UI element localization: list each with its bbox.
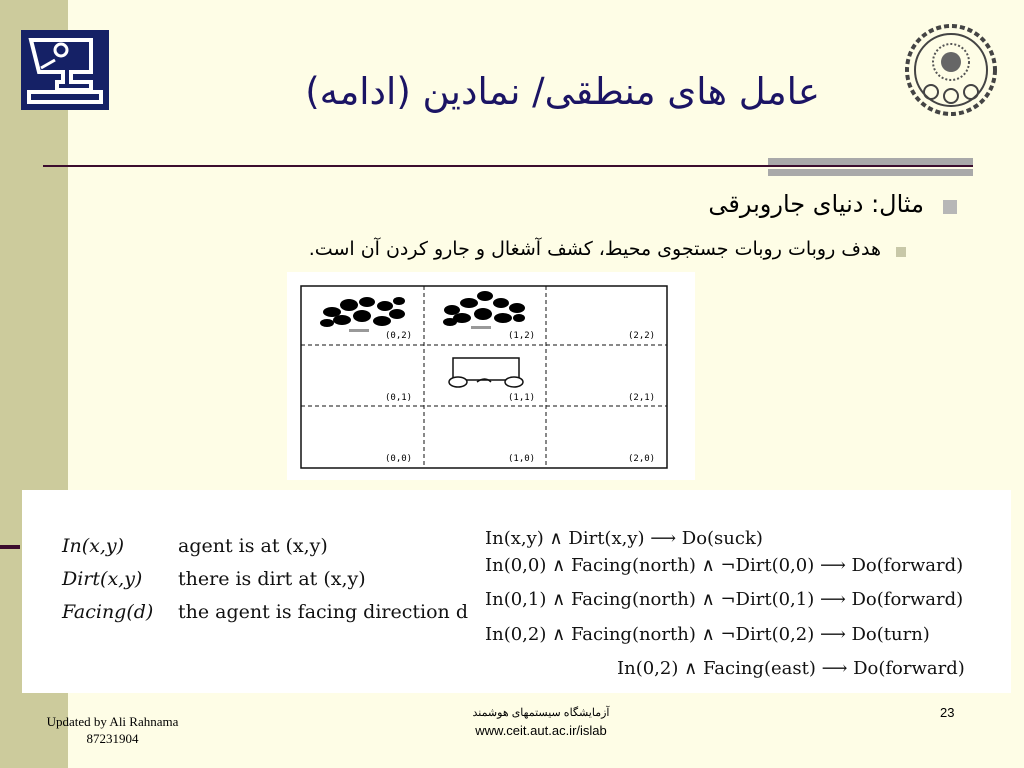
cell-label: (2,0) (628, 454, 656, 464)
cell-label: (1,0) (508, 454, 536, 464)
rule-line: In(0,2) ∧ Facing(north) ∧ ¬Dirt(0,2) ⟶ Do(turn) (485, 624, 930, 645)
page-number: 23 (940, 705, 955, 720)
cell-label: (1,2) (508, 331, 536, 341)
bullet-sub: هدف روبات روبات جستجوی محیط، کشف آشغال و جارو کردن آن است. (308, 238, 881, 260)
definition-term: Dirt(x,y) (62, 568, 143, 590)
footer-author (30, 713, 195, 747)
cell-label: (1,1) (508, 393, 536, 403)
bullet-square-icon (943, 200, 957, 214)
side-tick-divider (0, 545, 20, 549)
definition-term: Facing(d) (62, 601, 154, 623)
rule-line: In(0,2) ∧ Facing(east) ⟶ Do(forward) (617, 658, 965, 679)
vacuum-world-grid-figure (287, 272, 695, 480)
footer-lab-url: www.ceit.aut.ac.ir/islab (475, 723, 607, 738)
bullet-main: مثال: دنیای جاروبرقی (708, 190, 924, 218)
definition-meaning: agent is at (x,y) (178, 535, 328, 557)
footer-lab (441, 705, 641, 739)
cell-label: (0,1) (385, 393, 413, 403)
rule-line: In(x,y) ∧ Dirt(x,y) ⟶ Do(suck) (485, 528, 763, 549)
definition-meaning: there is dirt at (x,y) (178, 568, 366, 590)
footer-lab-name: آزمایشگاه سیستمهای هوشمند (472, 707, 610, 719)
title-rule-accent (768, 158, 973, 165)
university-seal-icon (903, 22, 999, 118)
rule-line: In(0,0) ∧ Facing(north) ∧ ¬Dirt(0,0) ⟶ Do(forward) (485, 555, 964, 576)
cell-label: (2,2) (628, 331, 656, 341)
definition-meaning: the agent is facing direction d (178, 601, 468, 623)
cell-label: (2,1) (628, 393, 656, 403)
definition-term: In(x,y) (62, 535, 125, 557)
title-rule-accent-lower (768, 169, 973, 176)
sub-bullet-square-icon (896, 247, 906, 257)
footer-author-id: 87231904 (86, 731, 139, 746)
logic-rules-figure (22, 490, 1011, 693)
computer-logo-icon (21, 30, 109, 110)
slide-title: عامل های منطقی/ نمادین (ادامه) (305, 70, 820, 113)
cell-label: (0,0) (385, 454, 413, 464)
footer-author-name: Updated by Ali Rahnama (46, 714, 179, 729)
cell-label: (0,2) (385, 331, 413, 341)
rule-line: In(0,1) ∧ Facing(north) ∧ ¬Dirt(0,1) ⟶ Do(forward) (485, 589, 964, 610)
title-rule (43, 165, 973, 167)
